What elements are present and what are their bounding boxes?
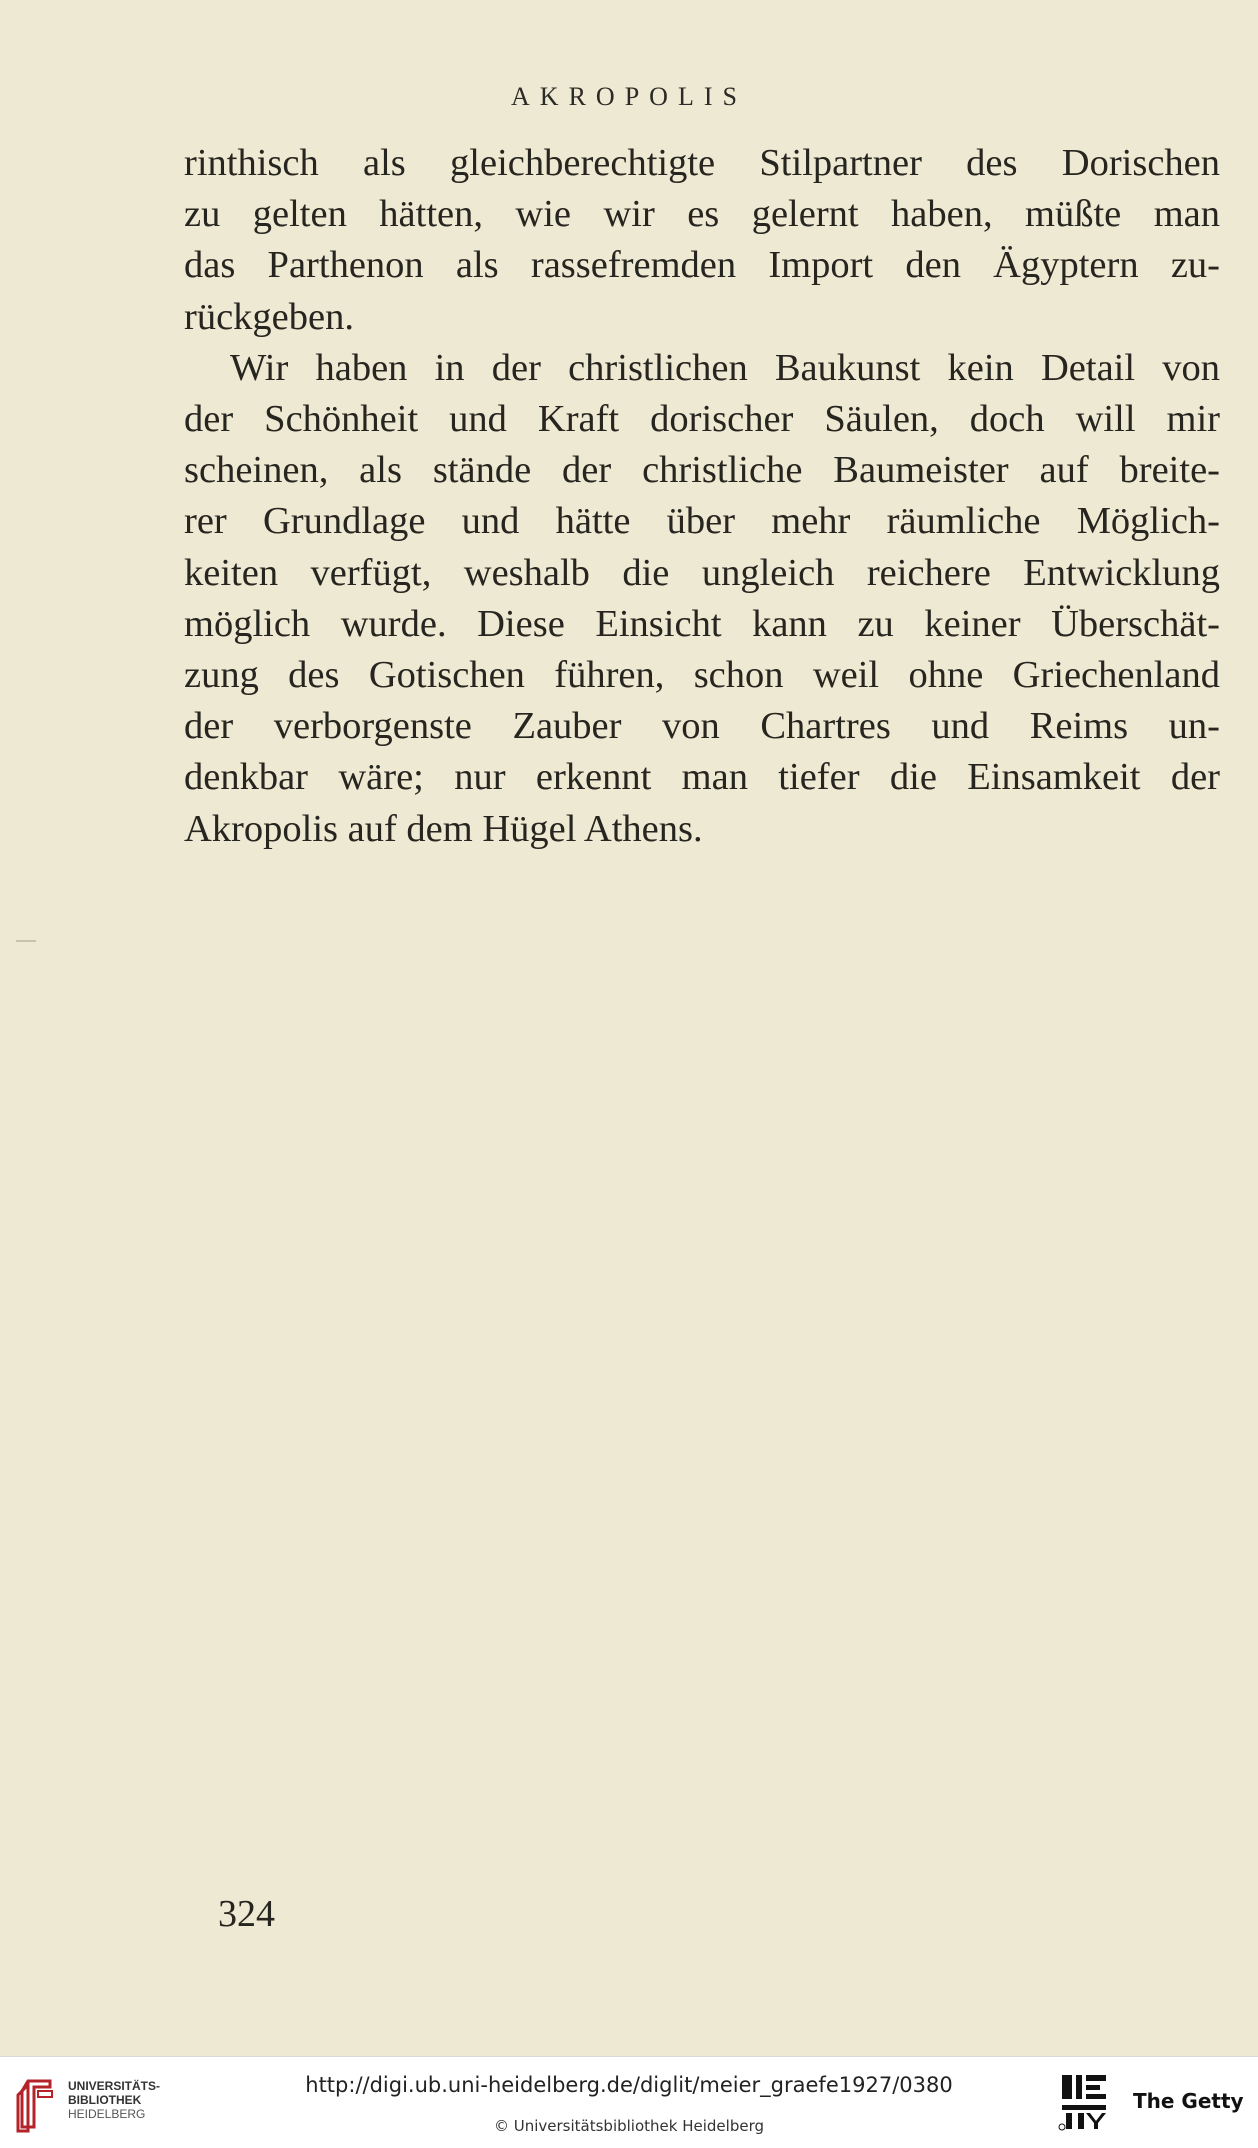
text-line: denkbar wäre; nur erkennt man tiefer die Einsamkeit der <box>184 756 1220 799</box>
running-head: AKROPOLIS <box>511 82 747 111</box>
library-name-line: UNIVERSITÄTS- <box>68 2079 161 2093</box>
text-line: keiten verfügt, weshalb die ungleich reichere Entwicklung <box>184 551 1220 594</box>
text-line: zung des Gotischen führen, schon weil ohne Griechenland <box>184 654 1220 697</box>
text-line: zu gelten hätten, wie wir es gelernt haben, müßte man <box>184 193 1220 236</box>
text-line: scheinen, als stände der christliche Baumeister auf breite- <box>184 449 1220 492</box>
text-line: möglich wurde. Diese Einsicht kann zu keiner Überschät- <box>184 602 1220 645</box>
text-line: Akropolis auf dem Hügel Athens. <box>184 807 703 850</box>
page-number: 324 <box>218 1893 275 1935</box>
library-name-line: HEIDELBERG <box>68 2107 146 2121</box>
text-line: Wir haben in der christlichen Baukunst kein Detail von <box>230 346 1220 389</box>
permalink-url[interactable]: http://digi.ub.uni-heidelberg.de/diglit/meier_graefe1927/0380 <box>305 2073 953 2097</box>
text-line: rückgeben. <box>184 295 354 338</box>
getty-label[interactable]: The Getty <box>1133 2089 1244 2113</box>
page-margin-mark <box>16 940 36 942</box>
text-line: rer Grundlage und hätte über mehr räumliche Möglich- <box>184 500 1220 543</box>
text-line: der Schönheit und Kraft dorischer Säulen, doch will mir <box>184 398 1220 441</box>
paragraph-2 <box>184 343 1220 855</box>
copyright-notice: © Universitätsbibliothek Heidelberg <box>493 2117 764 2135</box>
paragraph-1 <box>184 138 1220 343</box>
text-line: das Parthenon als rassefremden Import den Ägyptern zu- <box>184 244 1220 287</box>
getty-logo-icon[interactable] <box>1058 2071 1114 2133</box>
text-line: rinthisch als gleichberechtigte Stilpartner des Dorischen <box>184 142 1220 184</box>
text-line: der verborgenste Zauber von Chartres und Reims un- <box>184 705 1220 748</box>
body-text <box>184 138 1220 855</box>
library-name-line: BIBLIOTHEK <box>68 2093 142 2107</box>
footer-bar <box>0 2056 1258 2148</box>
